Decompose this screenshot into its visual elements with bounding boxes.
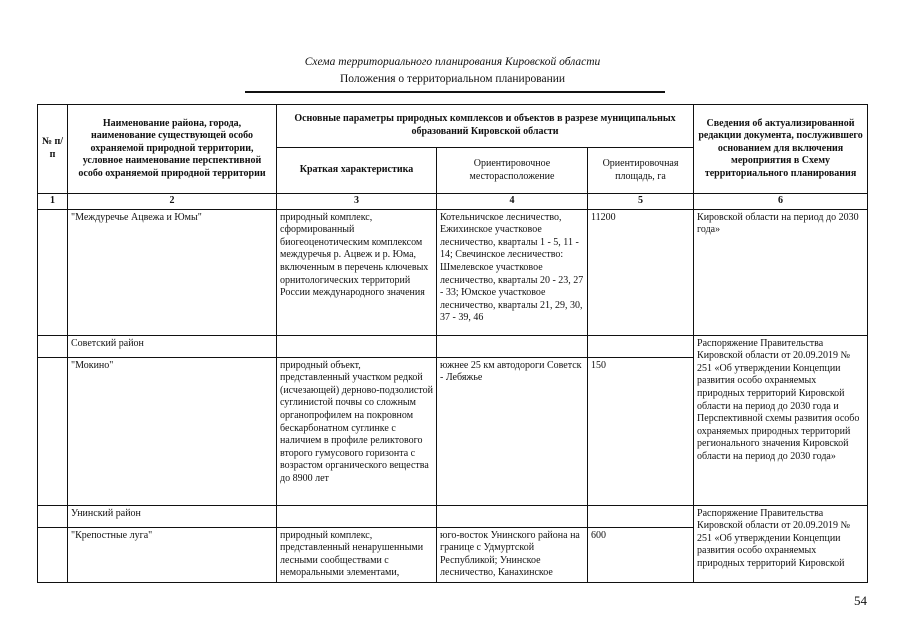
district-name: Советский район <box>68 335 277 357</box>
col-header-name: Наименование района, города, наименование существующей особо охраняемой природной территории, условное наименование перспективной особо охраняемой природной территории <box>68 105 277 194</box>
row-location: Котельничское лесничество, Ежихинское участковое лесничество, кварталы 1 - 5, 11 - 14; Свечинское лесничество: Шмелевское участковое лесничество, кварталы 20 - 23, 27 - 33; Юмское участковое лесничество, кварталы 21, 29, 30, 37 - 39, 46 <box>437 209 588 335</box>
row-num <box>38 357 68 505</box>
header-rule <box>245 91 665 93</box>
row-name: "Крепостные луга" <box>68 527 277 582</box>
header-row-1 <box>38 105 868 148</box>
row-description <box>277 335 437 357</box>
row-location: южнее 25 км автодороги Советск - Лебяжье <box>437 357 588 505</box>
col-header-group: Основные параметры природных комплексов и объектов в разрезе муниципальных образований Кировской области <box>277 105 694 148</box>
row-location: юго-восток Унинского района на границе с Удмуртской Республикой; Унинское лесничество, Канахинское <box>437 527 588 582</box>
row-num <box>38 527 68 582</box>
row-location <box>437 335 588 357</box>
row-description <box>277 505 437 527</box>
row-num <box>38 505 68 527</box>
col-header-source: Сведения об актуализированной редакции документа, послужившего основанием для включения мероприятия в Схему территориального планирования <box>694 105 868 194</box>
row-area <box>588 505 694 527</box>
row-area <box>588 335 694 357</box>
row-description: природный объект, представленный участком редкой (исчезающей) дерново-подзолистой суглинистой почвы со сложным органопрофилем на покровном бескарбонатном суглинке с наличием в профиле реликтового второго гумусового горизонта с возрастом органического вещества до 8900 лет <box>277 357 437 505</box>
row-area: 11200 <box>588 209 694 335</box>
row-num <box>38 335 68 357</box>
row-source: Распоряжение Правительства Кировской области от 20.09.2019 № 251 «Об утверждении Концепции развития особо охраняемых природных территорий Кировской <box>694 505 868 582</box>
col-header-description: Краткая характеристика <box>277 148 437 194</box>
row-description: природный комплекс, представленный ненарушенными лесными сообществами с неморальными элементами, <box>277 527 437 582</box>
row-name: "Мокино" <box>68 357 277 505</box>
row-area: 600 <box>588 527 694 582</box>
page-number: 54 <box>854 593 867 608</box>
row-source: Распоряжение Правительства Кировской области от 20.09.2019 № 251 «Об утверждении Концепции развития особо охраняемых природных территорий Кировской области на период до 2030 года и Перспективной схемы развития особо охраняемых природных территорий регионального значения Кировской области на период до 2030 года» <box>694 335 868 505</box>
col-header-area: Ориентировочная площадь, га <box>588 148 694 194</box>
col-header-num: № п/п <box>38 105 68 194</box>
document-title: Схема территориального планирования Кировской области <box>304 56 601 68</box>
district-row <box>38 335 868 357</box>
row-area: 150 <box>588 357 694 505</box>
column-number: 2 <box>68 194 277 210</box>
row-description: природный комплекс, сформированный биогеоценотическим комплексом междуречья р. Ацвеж и р. Юма, включенным в перечень ключевых орнитологических территорий России международного значения <box>277 209 437 335</box>
column-number-row <box>38 194 868 210</box>
district-row <box>38 505 868 527</box>
column-number: 5 <box>588 194 694 210</box>
table-row <box>38 209 868 335</box>
territory-table <box>37 104 868 583</box>
column-number: 4 <box>437 194 588 210</box>
row-source: Кировской области на период до 2030 года» <box>694 209 868 335</box>
col-header-location: Ориентировочное месторасположение <box>437 148 588 194</box>
row-num <box>38 209 68 335</box>
row-location <box>437 505 588 527</box>
district-name: Унинский район <box>68 505 277 527</box>
column-number: 1 <box>38 194 68 210</box>
document-subtitle: Положения о территориальном планировании <box>339 73 566 85</box>
column-number: 6 <box>694 194 868 210</box>
row-name: "Междуречье Ацвежа и Юмы" <box>68 209 277 335</box>
column-number: 3 <box>277 194 437 210</box>
